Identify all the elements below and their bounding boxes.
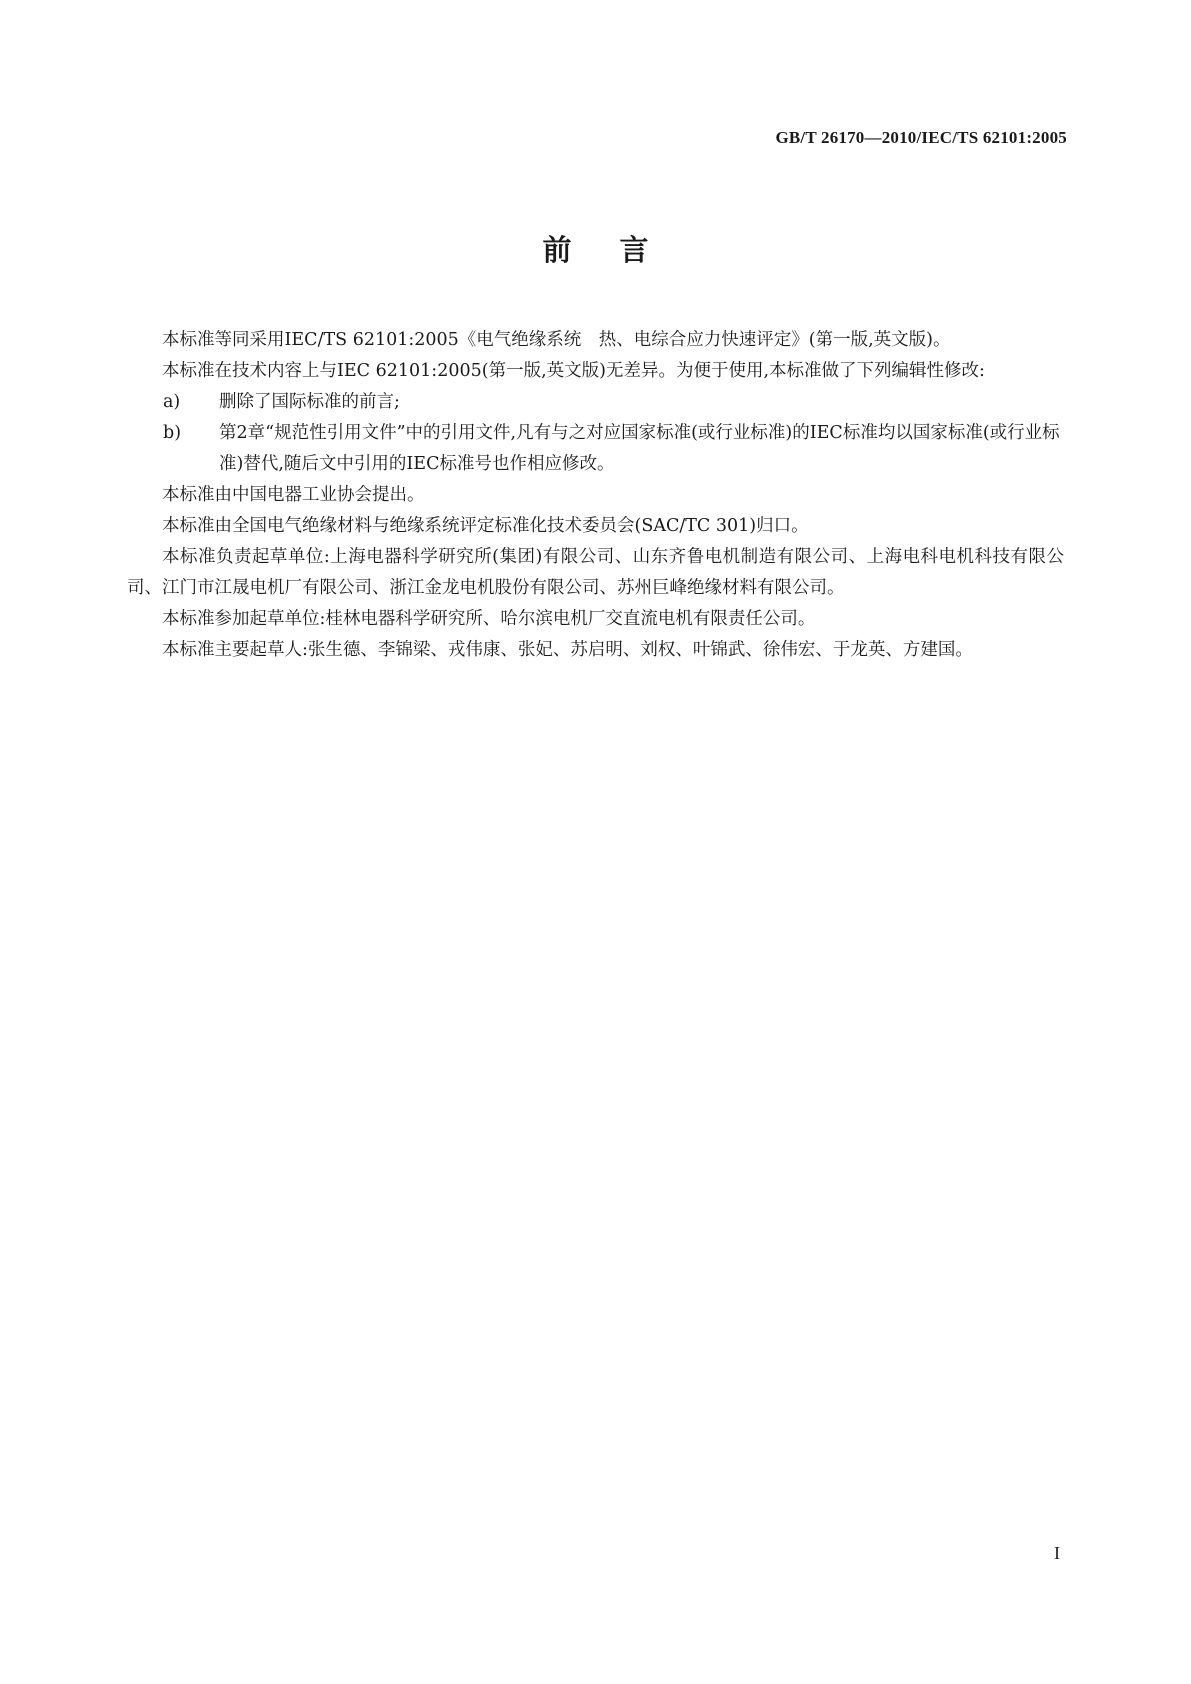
paragraph-drafting-units: 本标准负责起草单位:上海电器科学研究所(集团)有限公司、山东齐鲁电机制造有限公司、上海电科电机科技有限公司、江门市江晟电机厂有限公司、浙江金龙电机股份有限公司、苏州巨峰绝缘材料有限公司。 xyxy=(127,547,1064,598)
list-item-text: 第2章“规范性引用文件”中的引用文件,凡有与之对应国家标准(或行业标准)的IEC标准均以国家标准(或行业标准)替代,随后文中引用的IEC标准号也作相应修改。 xyxy=(219,423,1060,474)
paragraph-centralized: 本标准由全国电气绝缘材料与绝缘系统评定标准化技术委员会(SAC/TC 301)归口。 xyxy=(162,516,809,536)
paragraph-differences: 本标准在技术内容上与IEC 62101:2005(第一版,英文版)无差异。为便于使用,本标准做了下列编辑性修改: xyxy=(162,361,985,381)
document-body xyxy=(127,325,1064,666)
paragraph-adoption: 本标准等同采用IEC/TS 62101:2005《电气绝缘系统 热、电综合应力快速评定》(第一版,英文版)。 xyxy=(162,330,951,350)
list-item-marker: b) xyxy=(163,423,182,443)
page-title: 前言 xyxy=(542,233,697,267)
list-item-marker: a) xyxy=(163,392,181,412)
paragraph-participating-units: 本标准参加起草单位:桂林电器科学研究所、哈尔滨电机厂交直流电机有限责任公司。 xyxy=(162,609,816,629)
paragraph-proposer: 本标准由中国电器工业协会提出。 xyxy=(162,485,425,505)
paragraph-drafters: 本标准主要起草人:张生德、李锦梁、戎伟康、张妃、苏启明、刘权、叶锦武、徐伟宏、于龙英、方建国。 xyxy=(162,640,973,660)
list-item xyxy=(127,387,1064,418)
list-item xyxy=(127,418,1064,480)
standard-code: GB/T 26170—2010/IEC/TS 62101:2005 xyxy=(775,128,1067,147)
list-item-text: 删除了国际标准的前言; xyxy=(219,392,400,412)
page-number: I xyxy=(1054,1543,1060,1563)
